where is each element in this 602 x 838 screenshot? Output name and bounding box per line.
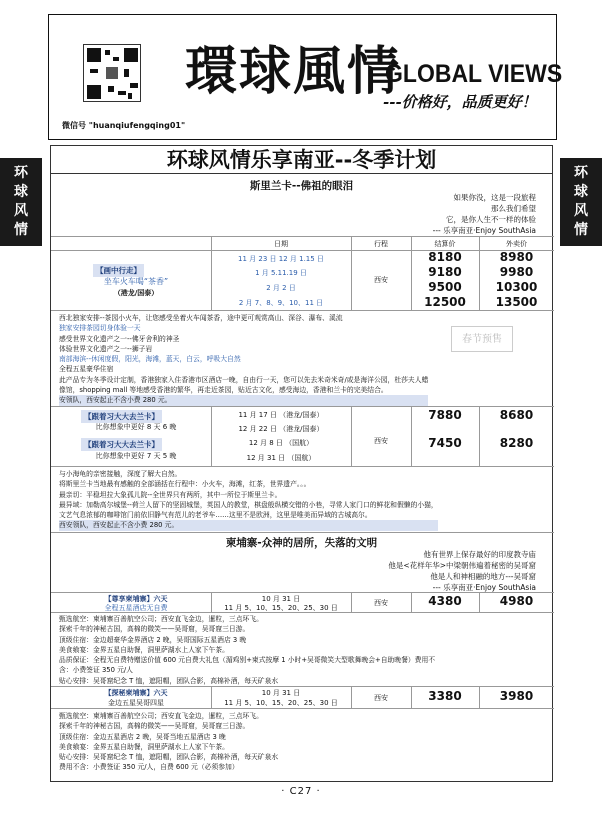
section-description <box>59 711 278 773</box>
desc-line: 最异域：加勒高尔城堡--荷兰人留下的坚固城堡，英国人的教堂，棋盘般纵横交错的小巷，寻常人家门口的鲜花和假懒的小猫， <box>59 500 438 509</box>
settle-price: 9500 <box>428 280 462 294</box>
section-description <box>59 614 435 686</box>
qr-code-icon <box>83 44 141 102</box>
section-description <box>59 469 438 531</box>
side-tab-left <box>0 158 42 246</box>
settle-price: 8180 <box>428 250 462 264</box>
side-tab-char: 情 <box>574 222 588 238</box>
departure-city: 西安 <box>374 694 388 702</box>
intro-line: --- 乐享南亚·Enjoy SouthAsia <box>432 583 536 592</box>
side-tab-char: 风 <box>14 203 28 219</box>
desc-line: 西安领队，西安起止不含小费 280 元。 <box>59 520 438 530</box>
side-tab-char: 情 <box>14 222 28 238</box>
product-tag: 【跟着习大大去兰卡】 <box>81 410 162 423</box>
product-sub: 比你想象中更好 7 天 5 晚 <box>95 452 177 460</box>
date-row: 12 月 31 日 （国航） <box>246 454 316 462</box>
date-row: 11 月 5、10、15、20、25、30 日 <box>224 699 338 707</box>
desc-line: 全程五星豪华住宿 <box>59 365 114 374</box>
external-price: 4980 <box>499 594 534 608</box>
desc-line: 美食飨宴：金界五星自助餐，洞里萨湖水上人家下午茶。 <box>59 742 229 751</box>
intro-line: 如果你没，这是一段旅程 <box>453 193 536 202</box>
settle-price: 7880 <box>428 408 462 422</box>
header-route: 行程 <box>374 240 388 248</box>
desc-line: 体验世界文化遗产之一--狮子岩 <box>59 344 153 353</box>
section-title-srilanka: 斯里兰卡--佛祖的眼泪 <box>249 180 354 192</box>
divider <box>51 708 554 709</box>
settle-price: 9180 <box>428 265 462 279</box>
settle-price: 7450 <box>428 436 462 450</box>
settle-price: 12500 <box>424 295 466 309</box>
side-tab-right <box>560 158 602 246</box>
desc-line: 将斯里兰卡当地最有感触的全部涵括在行程中：小火车，海滩，红茶，世界遗产。。。 <box>59 480 311 489</box>
desc-line: 西北独家安排--茶园小火车，让您感受坐着火车闻茶香，途中更可观赏高山、深谷、瀑布、溪流 <box>59 314 343 322</box>
desc-line: 顶级住宿：金边五星酒店 2 晚，吴哥当地五星酒店 3 晚 <box>59 732 226 741</box>
product-sub: 全程五星酒店无自费 <box>104 604 168 612</box>
presale-stamp: 春节预售 <box>451 326 513 352</box>
date-row: 2 月 7、8、9、10、11 日 <box>238 299 324 307</box>
date-row: 11 月 23 日 12 月 1.15 日 <box>238 255 324 263</box>
header-external: 外卖价 <box>506 240 527 248</box>
intro-line: 它，是你人生不一样的体验 <box>446 215 536 224</box>
desc-line: 美食飨宴：金界五星自助餐，洞里萨湖水上人家下午茶。 <box>59 645 229 654</box>
section-title-cambodia: 柬埔寨-众神的居所，失落的文明 <box>225 537 378 549</box>
divider <box>51 532 554 533</box>
desc-line: 费用不含：小费签证 350 元/人，自费 600 元（必须参加） <box>59 763 239 772</box>
product-name: 坐车火车喝“茶香” <box>103 277 169 286</box>
itinerary-sheet <box>50 145 553 782</box>
section-intro-cambodia <box>388 549 536 593</box>
page-number: · C27 · <box>281 786 321 797</box>
desc-line: 像馆，shopping mall 等地感受香港的繁华，再走近茶园，贴近古文化，感受海边，香港和兰卡的完美结合。 <box>59 386 388 395</box>
side-tab-char: 风 <box>574 203 588 219</box>
product-tag: 【画中行走】 <box>93 264 144 277</box>
desc-line: 贴心安排：吴哥窟纪念 T 恤，遮阳帽，团队合影，高棉补酒，每天矿泉水 <box>59 753 279 762</box>
date-row: 10 月 31 日 <box>261 689 301 697</box>
settle-price: 4380 <box>428 594 462 608</box>
divider <box>51 466 554 467</box>
intro-line: 他有世界上保存最好的印度教寺庙 <box>423 550 536 559</box>
settle-price: 3380 <box>428 689 462 703</box>
intro-line: 他是<花样年华>中梁朝伟遍着秘密的吴哥窟 <box>388 561 536 570</box>
desc-line: 顶级住宿：金边超豪华金界酒店 2 晚，吴哥国际五星酒店 3 晚 <box>59 635 247 644</box>
desc-line: 独家安排茶园切身体验一天 <box>59 324 141 333</box>
external-price: 9980 <box>499 265 534 279</box>
product-tag: 【尊享柬埔寨】六天 <box>104 595 168 603</box>
desc-line: 甄选航空：柬埔寨百善航空公司；西安直飞金边，暹粒，三点环飞。 <box>59 712 263 720</box>
date-row: 2 月 2 日 <box>266 284 296 292</box>
intro-line: --- 乐享南亚·Enjoy SouthAsia <box>432 226 536 235</box>
desc-line: 含：小费签证 350 元/人 <box>59 666 133 675</box>
date-row: 12 月 22 日 （港龙/国泰） <box>238 425 324 433</box>
side-tab-char: 环 <box>574 165 588 181</box>
side-tab-char: 球 <box>14 184 28 200</box>
side-tab-char: 球 <box>574 184 588 200</box>
departure-city: 西安 <box>374 599 388 607</box>
desc-line: 南部海滨--休闲度假，阳光，海滩，蓝天，白云，呼吸大自然 <box>59 355 241 364</box>
desc-line: 文艺气息浓郁的咖啡馆门前依旧静气有范儿的老爷车……这里不是欧洲，这里是唯美而异域的古城高尔。 <box>59 511 372 520</box>
desc-line: 探索千年的神秘古国，高棉的微笑——吴哥窟，吴哥窟三日游。 <box>59 722 250 731</box>
date-row: 12 月 8 日 （国航） <box>248 439 314 447</box>
product-sub: 金边五星吴哥四星 <box>108 699 164 707</box>
departure-city: 西安 <box>374 437 388 445</box>
page-title: 环球风情乐享南亚--冬季计划 <box>51 146 552 174</box>
external-price: 10300 <box>495 280 538 294</box>
product-tag: 【探秘柬埔寨】六天 <box>104 689 168 697</box>
header-settle: 结算价 <box>434 240 456 248</box>
section-intro-srilanka <box>433 192 536 236</box>
section-description <box>59 313 428 406</box>
wechat-id: 微信号 "huanqiufengqing01" <box>62 121 186 130</box>
date-row: 11 月 5、10、15、20、25、30 日 <box>224 604 338 612</box>
brand-slogan: ---价格好，品质更好！ <box>383 93 537 111</box>
date-row: 1 月 5.11.19 日 <box>255 269 307 277</box>
product-tag: 【跟着习大大去兰卡】 <box>81 438 162 451</box>
desc-line: 贴心安排：吴哥窟纪念 T 恤，遮阳帽，团队合影，高棉补酒，每天矿泉水 <box>59 676 279 685</box>
header-date: 日期 <box>274 240 288 248</box>
intro-line: 那么我们希望 <box>491 204 536 213</box>
desc-line: 此产品专为冬季设计定制，香港独家入住香港市区酒店一晚，自由行一天，您可以先去米奇米奇/或是海洋公园，杜莎夫人蜡 <box>59 375 429 384</box>
external-price: 8980 <box>499 250 534 264</box>
desc-line: 探索千年的神秘古国，高棉的微笑——吴哥窟，吴哥窟三日游。 <box>59 625 250 634</box>
desc-line: 品质保证：全程无自费特赠送价值 600 元自费大礼包（湄鸡别+柬式按摩 1 小时+吴哥微笑大型歌舞晚会+自助晚餐）费用不 <box>59 656 436 665</box>
external-price: 3980 <box>499 689 534 703</box>
desc-line: 感受世界文化遗产之一--佛牙舍利的神圣 <box>59 334 180 343</box>
external-price: 8280 <box>499 436 534 450</box>
side-tab-char: 环 <box>14 165 28 181</box>
product-airline: （港龙/国泰） <box>113 289 159 297</box>
product-sub: 比你想象中更好 8 天 6 晚 <box>95 423 177 431</box>
date-row: 10 月 31 日 <box>261 595 301 603</box>
brand-title-en: GLOBAL VIEWS <box>385 60 563 88</box>
intro-line: 他是人和神相融的地方---吴哥窟 <box>430 572 536 581</box>
desc-line: 与小海龟的亲密接触，深度了解大自然。 <box>59 470 182 478</box>
desc-line: 安领队，西安起止不含小费 280 元。 <box>59 395 428 405</box>
desc-line: 最亲切：平稳坦拉大象孤儿院--全世界只有两所，其中一所位于斯里兰卡。 <box>59 490 282 499</box>
external-price: 13500 <box>495 295 538 309</box>
date-row: 11 月 17 日 （港龙/国泰） <box>238 411 324 419</box>
desc-line: 甄选航空：柬埔寨百善航空公司；西安直飞金边，暹粒，三点环飞。 <box>59 615 263 623</box>
external-price: 8680 <box>499 408 534 422</box>
divider <box>51 310 554 311</box>
departure-city: 西安 <box>374 276 388 284</box>
brand-title-cn: 環球風情 <box>185 41 402 102</box>
